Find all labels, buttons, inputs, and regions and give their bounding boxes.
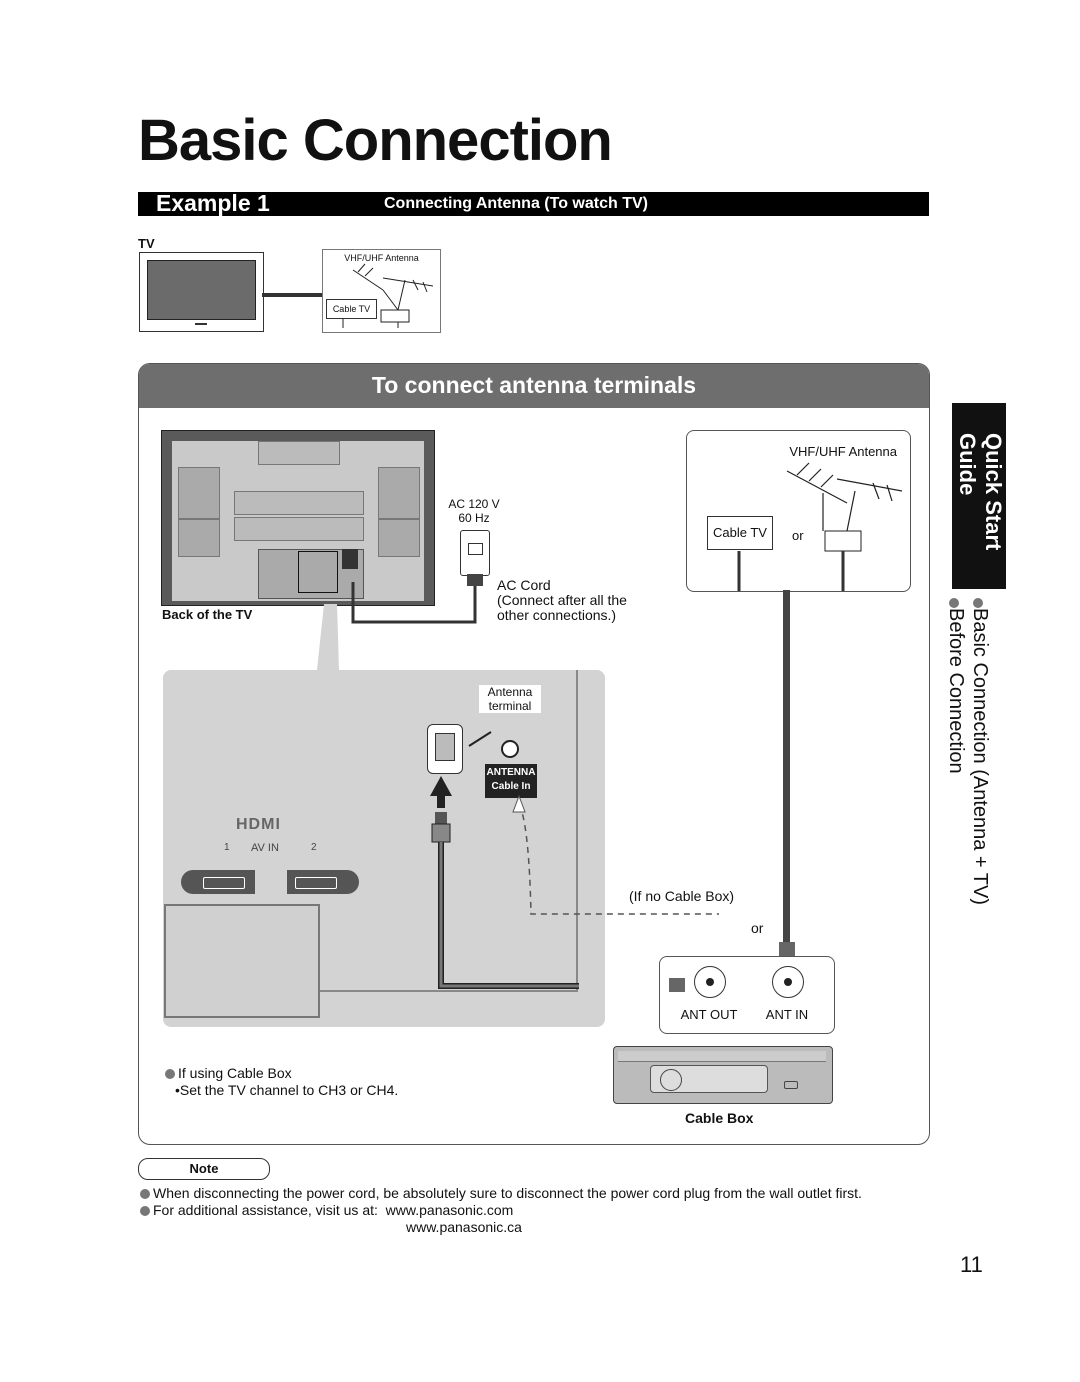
note-item-2-cont: [140, 1219, 940, 1236]
panel-title: To connect antenna terminals: [371, 372, 697, 398]
mini-antenna-icon: [323, 250, 440, 332]
antenna-panel: [138, 363, 930, 1145]
tv-antenna-cable: [262, 293, 324, 297]
ant-out-label: ANT OUT: [680, 1007, 738, 1022]
panasonic-ca-link[interactable]: www.panasonic.ca: [406, 1219, 522, 1235]
ac-cord-graphic: [339, 544, 489, 624]
quick-start-tab-text: [952, 403, 1006, 589]
antenna-icon: [687, 431, 910, 591]
quick-start-line1: Quick Start: [981, 433, 1006, 551]
note-item-1: When disconnecting the power cord, be absolutely sure to disconnect the power cord plug from the wall outlet first.: [140, 1185, 940, 1202]
antenna-terminal-line1: Antenna: [487, 685, 533, 699]
hdmi-1-label: 1: [224, 842, 230, 853]
antenna-jack-line1: ANTENNA: [486, 767, 536, 778]
ant-in-label: ANT IN: [765, 1007, 809, 1022]
mini-cable-label: Cable TV: [326, 299, 377, 319]
ac-cord-note-2: other connections.): [497, 607, 617, 623]
bullet-icon: [949, 598, 959, 608]
ac-cord-label: AC Cord: [497, 577, 551, 593]
note-label: Note: [138, 1158, 270, 1180]
bullet-icon: [140, 1189, 150, 1199]
cable-connector-out: [669, 978, 685, 992]
cable-box-label: Cable Box: [685, 1110, 754, 1126]
antenna-jack-line2: Cable In: [491, 781, 531, 792]
side-nav-item-before[interactable]: Before Connection: [944, 598, 968, 928]
page-number: 11: [960, 1252, 983, 1277]
zoom-lower-panel: [164, 904, 320, 1018]
hdmi-logo: HDMI: [236, 816, 281, 833]
antenna-down-cable: [783, 590, 790, 942]
page-title: Basic Connection: [138, 108, 612, 173]
mini-antenna-box: [322, 249, 441, 333]
panasonic-com-link[interactable]: www.panasonic.com: [385, 1202, 514, 1218]
hdmi-port-2: [287, 870, 359, 894]
bullet-icon: [973, 598, 983, 608]
if-using-text: If using Cable Box: [178, 1065, 292, 1081]
ac-cord-note: [497, 578, 627, 623]
or-label-1: or: [792, 528, 804, 543]
cable-connector-top: [779, 942, 795, 956]
if-no-cable-box-label: (If no Cable Box): [629, 888, 735, 904]
if-using-cable-box: [165, 1065, 292, 1081]
cable-tv-box: Cable TV: [707, 516, 773, 550]
ac-cord-note-1: (Connect after all the: [497, 592, 627, 608]
antenna-box-label: VHF/UHF Antenna: [789, 444, 897, 459]
ac-voltage: AC 120 V: [448, 497, 500, 511]
side-nav: [944, 598, 992, 928]
ac-frequency: 60 Hz: [458, 511, 490, 525]
side-nav-item-basic[interactable]: Basic Connection (Antenna + TV): [968, 598, 992, 928]
example-subtitle: Connecting Antenna (To watch TV): [384, 195, 648, 212]
antenna-terminal-line2: terminal: [488, 699, 532, 713]
tv-label: TV: [138, 236, 155, 251]
av-in-label: AV IN: [251, 842, 279, 854]
quick-start-line2: Guide: [955, 433, 980, 496]
example-label: Example 1: [156, 190, 270, 216]
back-of-tv-label: Back of the TV: [162, 607, 253, 622]
tv-illustration: [139, 252, 264, 332]
or-label-2: or: [751, 920, 764, 936]
cable-box-jacks: [659, 956, 835, 1034]
hdmi-2-label: 2: [311, 842, 317, 853]
cable-box-device: [613, 1046, 833, 1104]
note-item-2: For additional assistance, visit us at: www.panasonic.com: [140, 1202, 940, 1219]
antenna-box: [686, 430, 911, 592]
bullet-icon: [140, 1206, 150, 1216]
antenna-terminal-label: [479, 685, 541, 713]
note-list: [140, 1185, 940, 1236]
mini-antenna-label: VHF/UHF Antenna: [344, 253, 419, 263]
hdmi-port-1: [181, 870, 255, 894]
set-channel-text: •Set the TV channel to CH3 or CH4.: [175, 1082, 399, 1098]
zoom-pointer: [309, 604, 349, 674]
bullet-icon: [165, 1069, 175, 1079]
ac-spec: [438, 497, 510, 525]
